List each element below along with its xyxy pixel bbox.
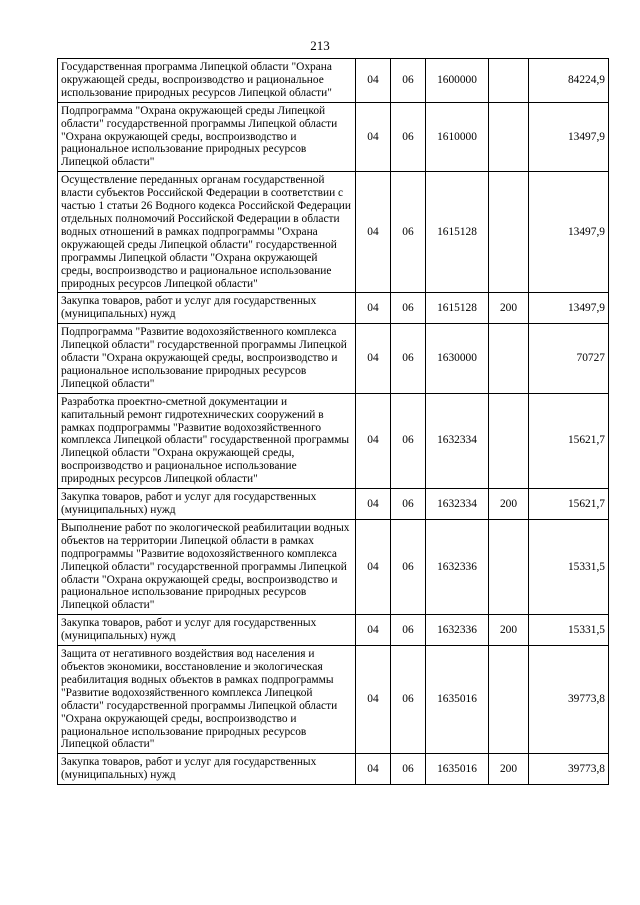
budget-table-body — [58, 59, 609, 785]
row-expense-type-cell — [489, 324, 529, 394]
row-name-cell: Подпрограмма "Охрана окружающей среды Липецкой области" государственной программы Липецкой области "Охрана окружающей среды, воспроизводство и рациональное использование природных ресурсов Липецкой области" — [58, 102, 356, 172]
row-amount-cell: 39773,8 — [529, 646, 609, 754]
table-row — [58, 293, 609, 324]
row-target-article-cell: 1635016 — [426, 646, 489, 754]
row-subsection-cell: 06 — [391, 393, 426, 488]
row-expense-type-cell — [489, 519, 529, 614]
row-target-article-cell: 1615128 — [426, 172, 489, 293]
row-target-article-cell: 1635016 — [426, 754, 489, 785]
table-row — [58, 754, 609, 785]
row-target-article-cell: 1632334 — [426, 489, 489, 520]
table-row — [58, 519, 609, 614]
table-row — [58, 615, 609, 646]
page-number: 213 — [310, 38, 330, 53]
row-expense-type-cell: 200 — [489, 754, 529, 785]
row-subsection-cell: 06 — [391, 172, 426, 293]
row-target-article-cell: 1632336 — [426, 519, 489, 614]
row-subsection-cell: 06 — [391, 489, 426, 520]
row-amount-cell: 15621,7 — [529, 393, 609, 488]
row-name-cell: Государственная программа Липецкой области "Охрана окружающей среды, воспроизводство и рациональное использование природных ресурсов Липецкой области" — [58, 59, 356, 103]
row-amount-cell: 13497,9 — [529, 172, 609, 293]
row-name-cell: Защита от негативного воздействия вод населения и объектов экономики, восстановление и экологическая реабилитация водных объектов в рамках подпрограммы "Развитие водохозяйственного комплекса Липецкой области" государственной программы Липецкой области "Охрана окружающей среды, воспроизводство и рациональное использование природных ресурсов Липецкой области" — [58, 646, 356, 754]
row-section-cell: 04 — [356, 393, 391, 488]
row-target-article-cell: 1615128 — [426, 293, 489, 324]
row-section-cell: 04 — [356, 519, 391, 614]
row-subsection-cell: 06 — [391, 754, 426, 785]
budget-table — [57, 58, 609, 785]
row-amount-cell: 70727 — [529, 324, 609, 394]
row-subsection-cell: 06 — [391, 59, 426, 103]
table-row — [58, 59, 609, 103]
table-row — [58, 324, 609, 394]
row-section-cell: 04 — [356, 102, 391, 172]
row-section-cell: 04 — [356, 615, 391, 646]
row-name-cell: Осуществление переданных органам государственной власти субъектов Российской Федерации в соответствии с частью 1 статьи 26 Водного кодекса Российской Федерации отдельных полномочий Российской Федерации в области водных отношений в рамках подпрограммы "Охрана окружающей среды Липецкой области" государственной программы Липецкой области "Охрана окружающей среды, воспроизводство и рациональное использование природных ресурсов Липецкой области" — [58, 172, 356, 293]
row-name-cell: Подпрограмма "Развитие водохозяйственного комплекса Липецкой области" государственной программы Липецкой области "Охрана окружающей среды, воспроизводство и рациональное использование природных ресурсов Липецкой области" — [58, 324, 356, 394]
row-expense-type-cell — [489, 102, 529, 172]
row-expense-type-cell: 200 — [489, 489, 529, 520]
row-name-cell: Закупка товаров, работ и услуг для государственных (муниципальных) нужд — [58, 489, 356, 520]
row-section-cell: 04 — [356, 489, 391, 520]
row-target-article-cell: 1632336 — [426, 615, 489, 646]
row-amount-cell: 84224,9 — [529, 59, 609, 103]
table-row — [58, 102, 609, 172]
row-target-article-cell: 1630000 — [426, 324, 489, 394]
row-name-cell: Закупка товаров, работ и услуг для государственных (муниципальных) нужд — [58, 754, 356, 785]
row-section-cell: 04 — [356, 172, 391, 293]
row-amount-cell: 15621,7 — [529, 489, 609, 520]
row-amount-cell: 13497,9 — [529, 102, 609, 172]
row-target-article-cell: 1600000 — [426, 59, 489, 103]
row-name-cell: Закупка товаров, работ и услуг для государственных (муниципальных) нужд — [58, 293, 356, 324]
row-expense-type-cell — [489, 646, 529, 754]
row-subsection-cell: 06 — [391, 615, 426, 646]
row-amount-cell: 39773,8 — [529, 754, 609, 785]
row-name-cell: Выполнение работ по экологической реабилитации водных объектов на территории Липецкой области в рамках подпрограммы "Развитие водохозяйственного комплекса Липецкой области" государственной программы Липецкой области "Охрана окружающей среды, воспроизводство и рациональное использование природных ресурсов Липецкой области" — [58, 519, 356, 614]
row-section-cell: 04 — [356, 324, 391, 394]
row-section-cell: 04 — [356, 646, 391, 754]
table-row — [58, 172, 609, 293]
row-expense-type-cell — [489, 172, 529, 293]
table-row — [58, 393, 609, 488]
row-subsection-cell: 06 — [391, 102, 426, 172]
row-expense-type-cell — [489, 59, 529, 103]
row-target-article-cell: 1610000 — [426, 102, 489, 172]
row-expense-type-cell: 200 — [489, 615, 529, 646]
row-name-cell: Разработка проектно-сметной документации и капитальный ремонт гидротехнических сооружений в рамках подпрограммы "Развитие водохозяйственного комплекса Липецкой области" государственной программы Липецкой области "Охрана окружающей среды, воспроизводство и рациональное использование природных ресурсов Липецкой области" — [58, 393, 356, 488]
row-section-cell: 04 — [356, 293, 391, 324]
row-section-cell: 04 — [356, 59, 391, 103]
row-amount-cell: 15331,5 — [529, 519, 609, 614]
row-amount-cell: 15331,5 — [529, 615, 609, 646]
row-subsection-cell: 06 — [391, 519, 426, 614]
row-expense-type-cell — [489, 393, 529, 488]
row-subsection-cell: 06 — [391, 293, 426, 324]
row-subsection-cell: 06 — [391, 646, 426, 754]
row-subsection-cell: 06 — [391, 324, 426, 394]
table-row — [58, 646, 609, 754]
table-row — [58, 489, 609, 520]
row-section-cell: 04 — [356, 754, 391, 785]
row-name-cell: Закупка товаров, работ и услуг для государственных (муниципальных) нужд — [58, 615, 356, 646]
row-target-article-cell: 1632334 — [426, 393, 489, 488]
row-amount-cell: 13497,9 — [529, 293, 609, 324]
row-expense-type-cell: 200 — [489, 293, 529, 324]
